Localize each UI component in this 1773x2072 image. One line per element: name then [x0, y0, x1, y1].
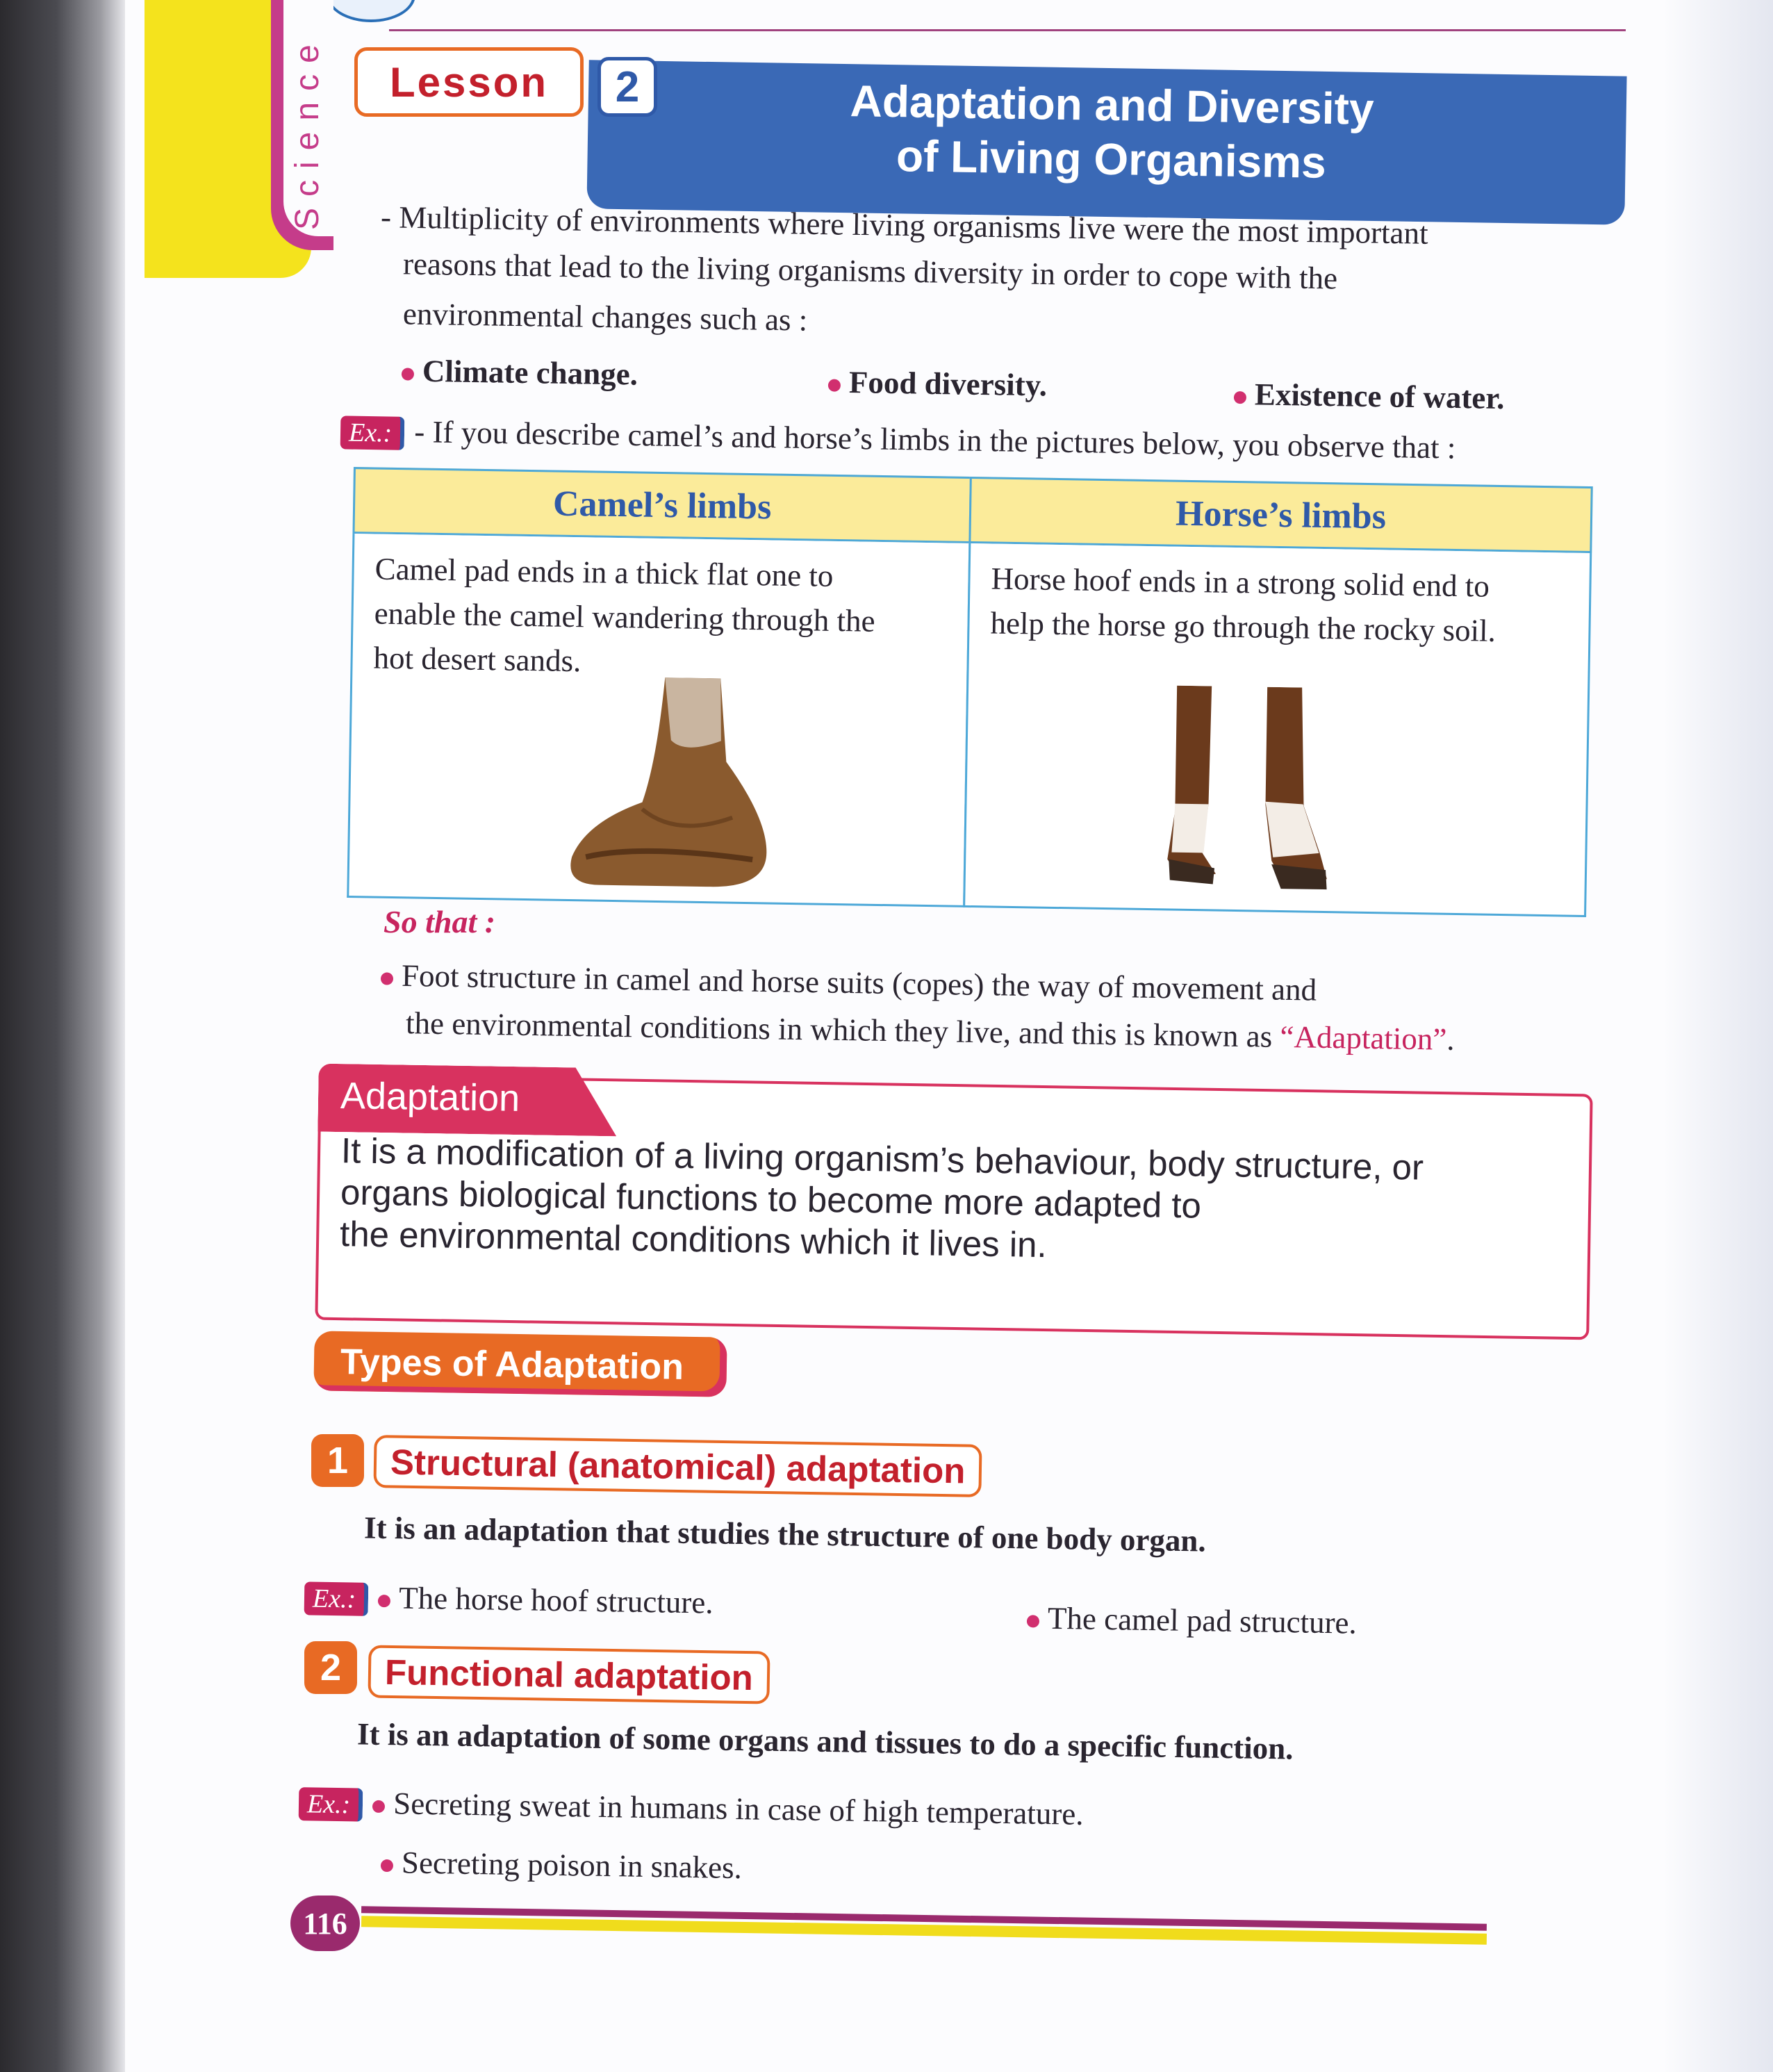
title-line-2: of Living Organisms	[896, 131, 1327, 188]
bullet-water: Existence of water.	[1234, 372, 1505, 420]
title-line-1: Adaptation and Diversity	[850, 76, 1375, 134]
top-rule	[389, 29, 1626, 31]
ex-badge: Ex.:	[304, 1581, 369, 1615]
bullet-icon	[381, 972, 393, 985]
functional-definition: It is an adaptation of some organs and tissues to do a specific function.	[356, 1716, 1294, 1766]
table-cell-horse	[963, 543, 1592, 917]
horse-description: Horse hoof ends in a strong solid end to help the horse go through the rocky soil.	[990, 561, 1496, 648]
ex-badge: Ex.:	[299, 1787, 363, 1821]
definition-text: It is a modification of a living organism’s behaviour, body structure, or organs biological functions to become more adapted to the environmental conditions which it lives in.	[339, 1130, 1424, 1265]
book-spine-shadow	[0, 0, 125, 2072]
so-that-line-2: the environmental conditions in which they live, and this is known as “Adaptation”.	[405, 1005, 1455, 1057]
camel-foot-image	[557, 676, 783, 895]
ex-badge: Ex.:	[340, 416, 405, 450]
intro-line-1: - Multiplicity of environments where living organisms live were the most important	[380, 199, 1428, 251]
page-number: 116	[290, 1896, 360, 1951]
adaptation-term: “Adaptation”	[1280, 1019, 1447, 1057]
page-edge-shade	[1662, 0, 1773, 2072]
lesson-number: 2	[597, 57, 657, 117]
functional-example-1: Ex.: Secreting sweat in humans in case of high temperature.	[299, 1779, 1085, 1836]
page-title	[694, 72, 1529, 193]
bullet-icon	[381, 1859, 393, 1872]
bullet-icon	[378, 1595, 390, 1607]
bullet-icon	[1234, 391, 1246, 404]
structural-number: 1	[311, 1434, 364, 1487]
table-header-horse: Horse’s limbs	[968, 477, 1592, 553]
bullet-icon	[402, 368, 414, 380]
intro-line-2: reasons that lead to the living organisms diversity in order to cope with the	[402, 246, 1338, 296]
table-header-camel: Camel’s limbs	[352, 467, 971, 543]
structural-example-1: Ex.: The horse hoof structure.	[304, 1574, 714, 1625]
lesson-label: Lesson	[354, 47, 584, 117]
bullet-food: Food diversity.	[828, 360, 1048, 408]
structural-definition: It is an adaptation that studies the structure of one body organ.	[363, 1510, 1207, 1559]
so-that-line-1: Foot structure in camel and horse suits (copes) the way of movement and	[381, 953, 1317, 1012]
table-cell-camel	[347, 534, 971, 907]
structural-example-2: The camel pad structure.	[1027, 1595, 1358, 1645]
bullet-climate: Climate change.	[402, 348, 638, 396]
subject-label: Science	[289, 33, 326, 231]
functional-example-2: Secreting poison in snakes.	[381, 1840, 743, 1890]
functional-number: 2	[304, 1641, 357, 1694]
bullet-icon	[1027, 1615, 1039, 1627]
so-that-label: So that :	[384, 904, 496, 939]
structural-title: Structural (anatomical) adaptation	[373, 1435, 982, 1497]
bullet-icon	[828, 379, 841, 391]
horse-legs-image	[1153, 685, 1351, 896]
types-heading: Types of Adaptation	[340, 1342, 684, 1388]
functional-title: Functional adaptation	[368, 1645, 770, 1704]
bullet-icon	[372, 1800, 385, 1812]
definition-title: Adaptation	[340, 1074, 520, 1120]
intro-line-3: environmental changes such as :	[402, 296, 808, 338]
camel-description: Camel pad ends in a thick flat one to enable the camel wandering through the hot desert sands.	[373, 551, 875, 679]
limbs-table	[347, 467, 1593, 917]
example-intro: Ex.: - If you describe camel’s and horse’s limbs in the pictures below, you observe that :	[340, 408, 1456, 470]
